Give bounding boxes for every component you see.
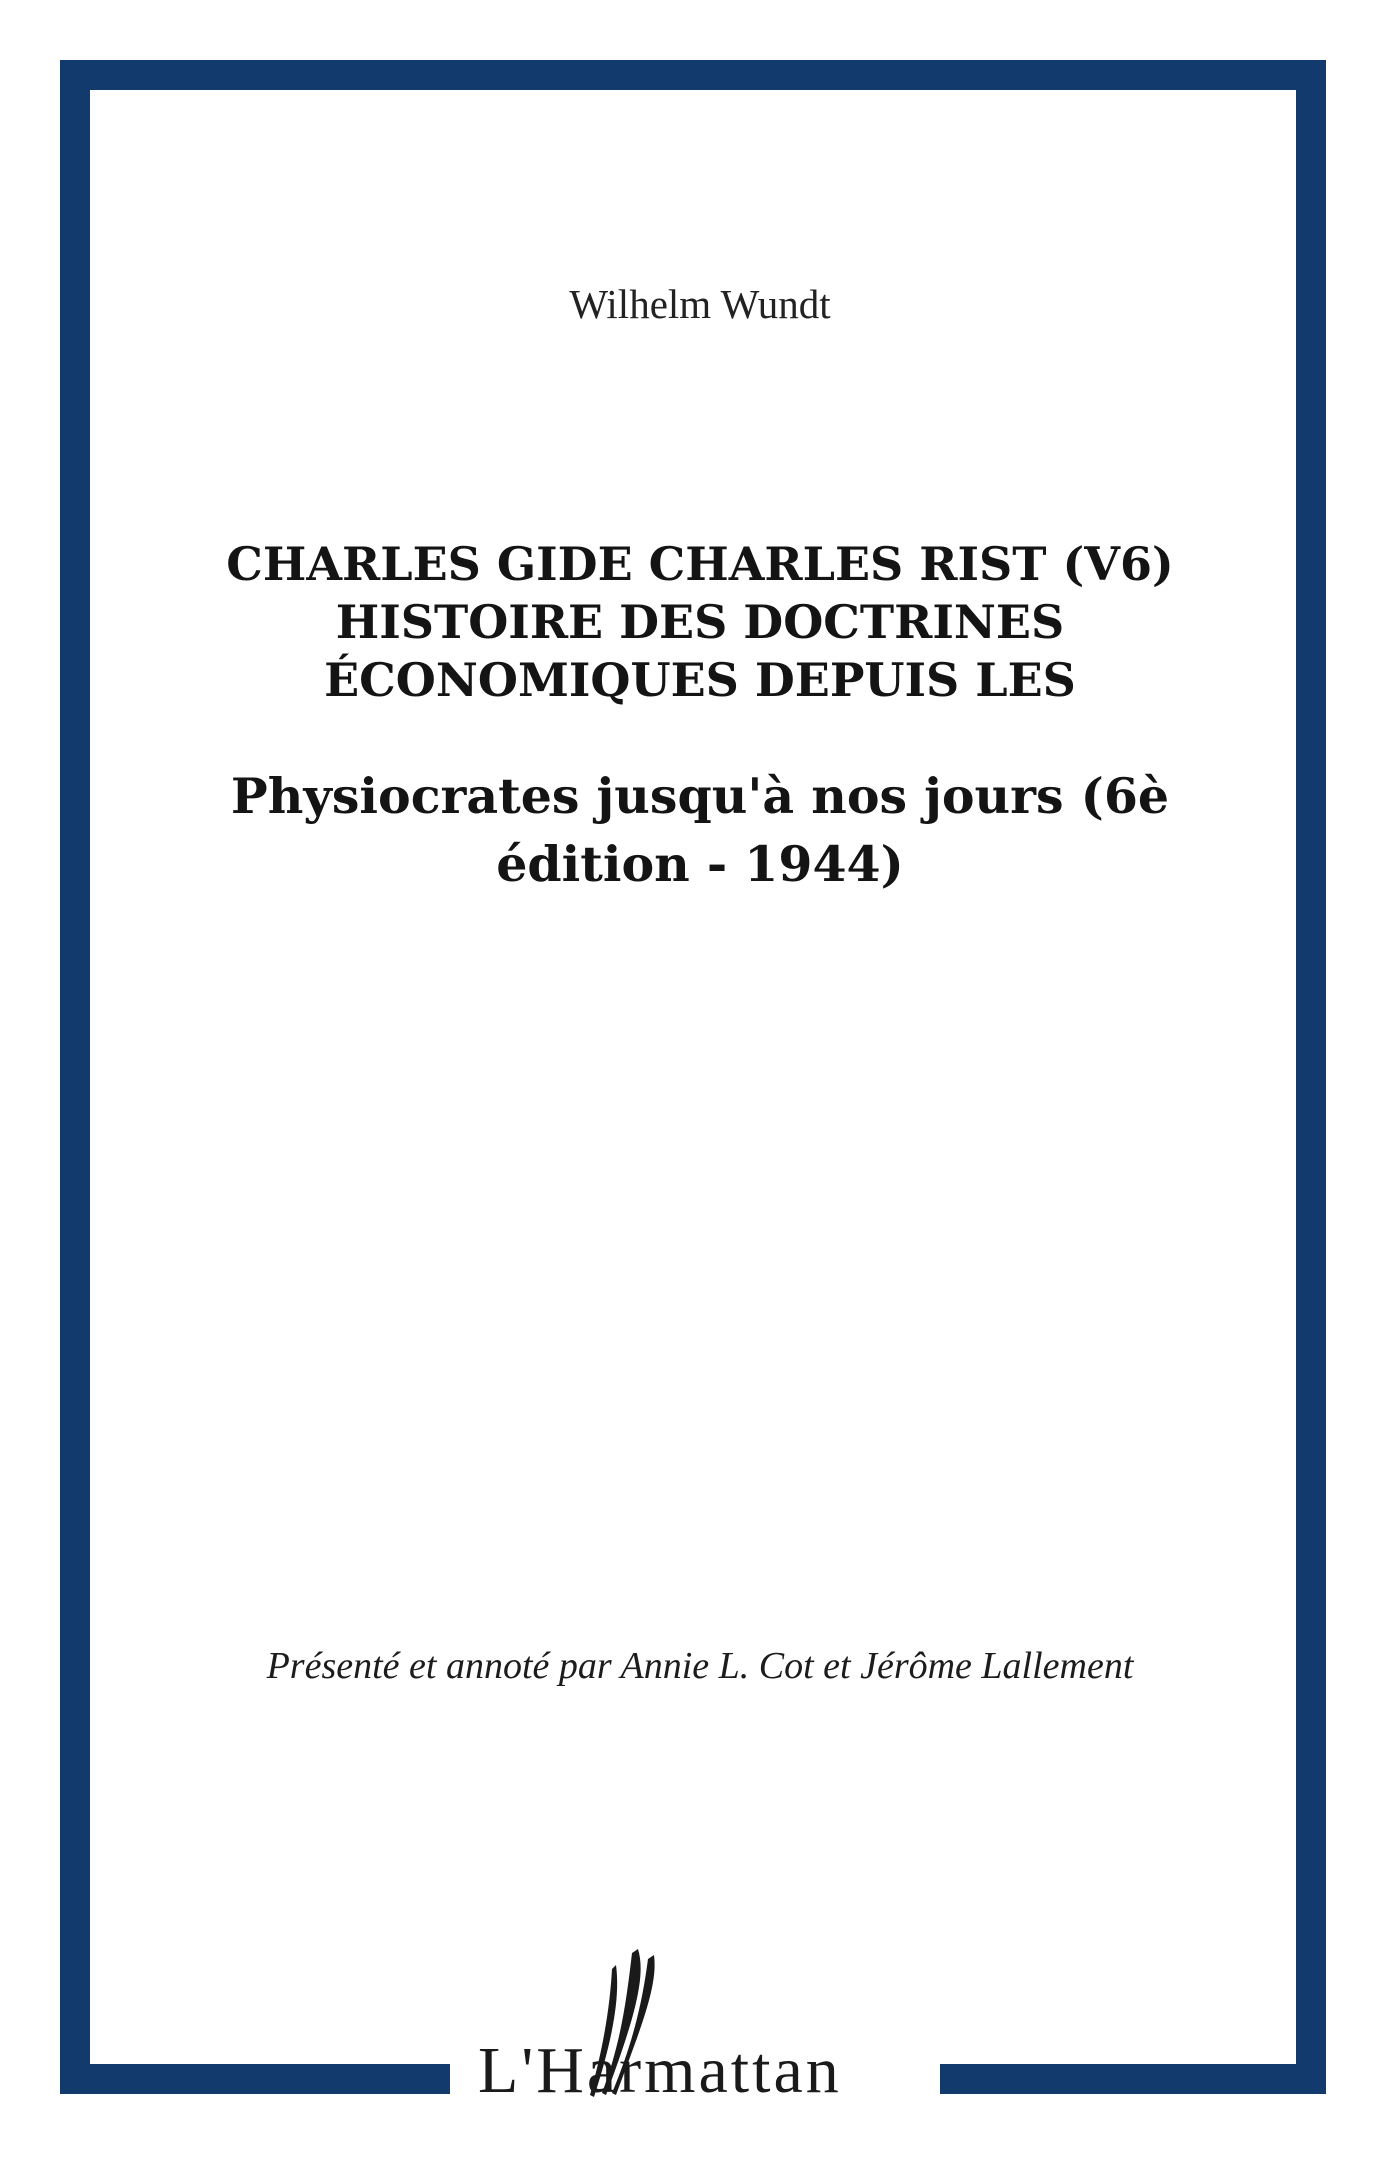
cover-frame xyxy=(60,60,1326,2094)
publisher-logo xyxy=(478,1945,918,2115)
book-title xyxy=(140,535,1260,709)
book-subtitle: Physiocrates jusqu'à nos jours (6è édition - 1944) xyxy=(230,767,1170,893)
publisher-name: L'Harmattan xyxy=(478,2034,842,2107)
author-name: Wilhelm Wundt xyxy=(569,281,831,327)
title-line-1: CHARLES GIDE CHARLES RIST (V6) xyxy=(226,537,1174,591)
title-line-2: HISTOIRE DES DOCTRINES xyxy=(335,595,1065,649)
presented-by: Présenté et annoté par Annie L. Cot et Jérôme Lallement xyxy=(266,1645,1134,1687)
title-line-3: ÉCONOMIQUES DEPUIS LES xyxy=(324,653,1076,707)
